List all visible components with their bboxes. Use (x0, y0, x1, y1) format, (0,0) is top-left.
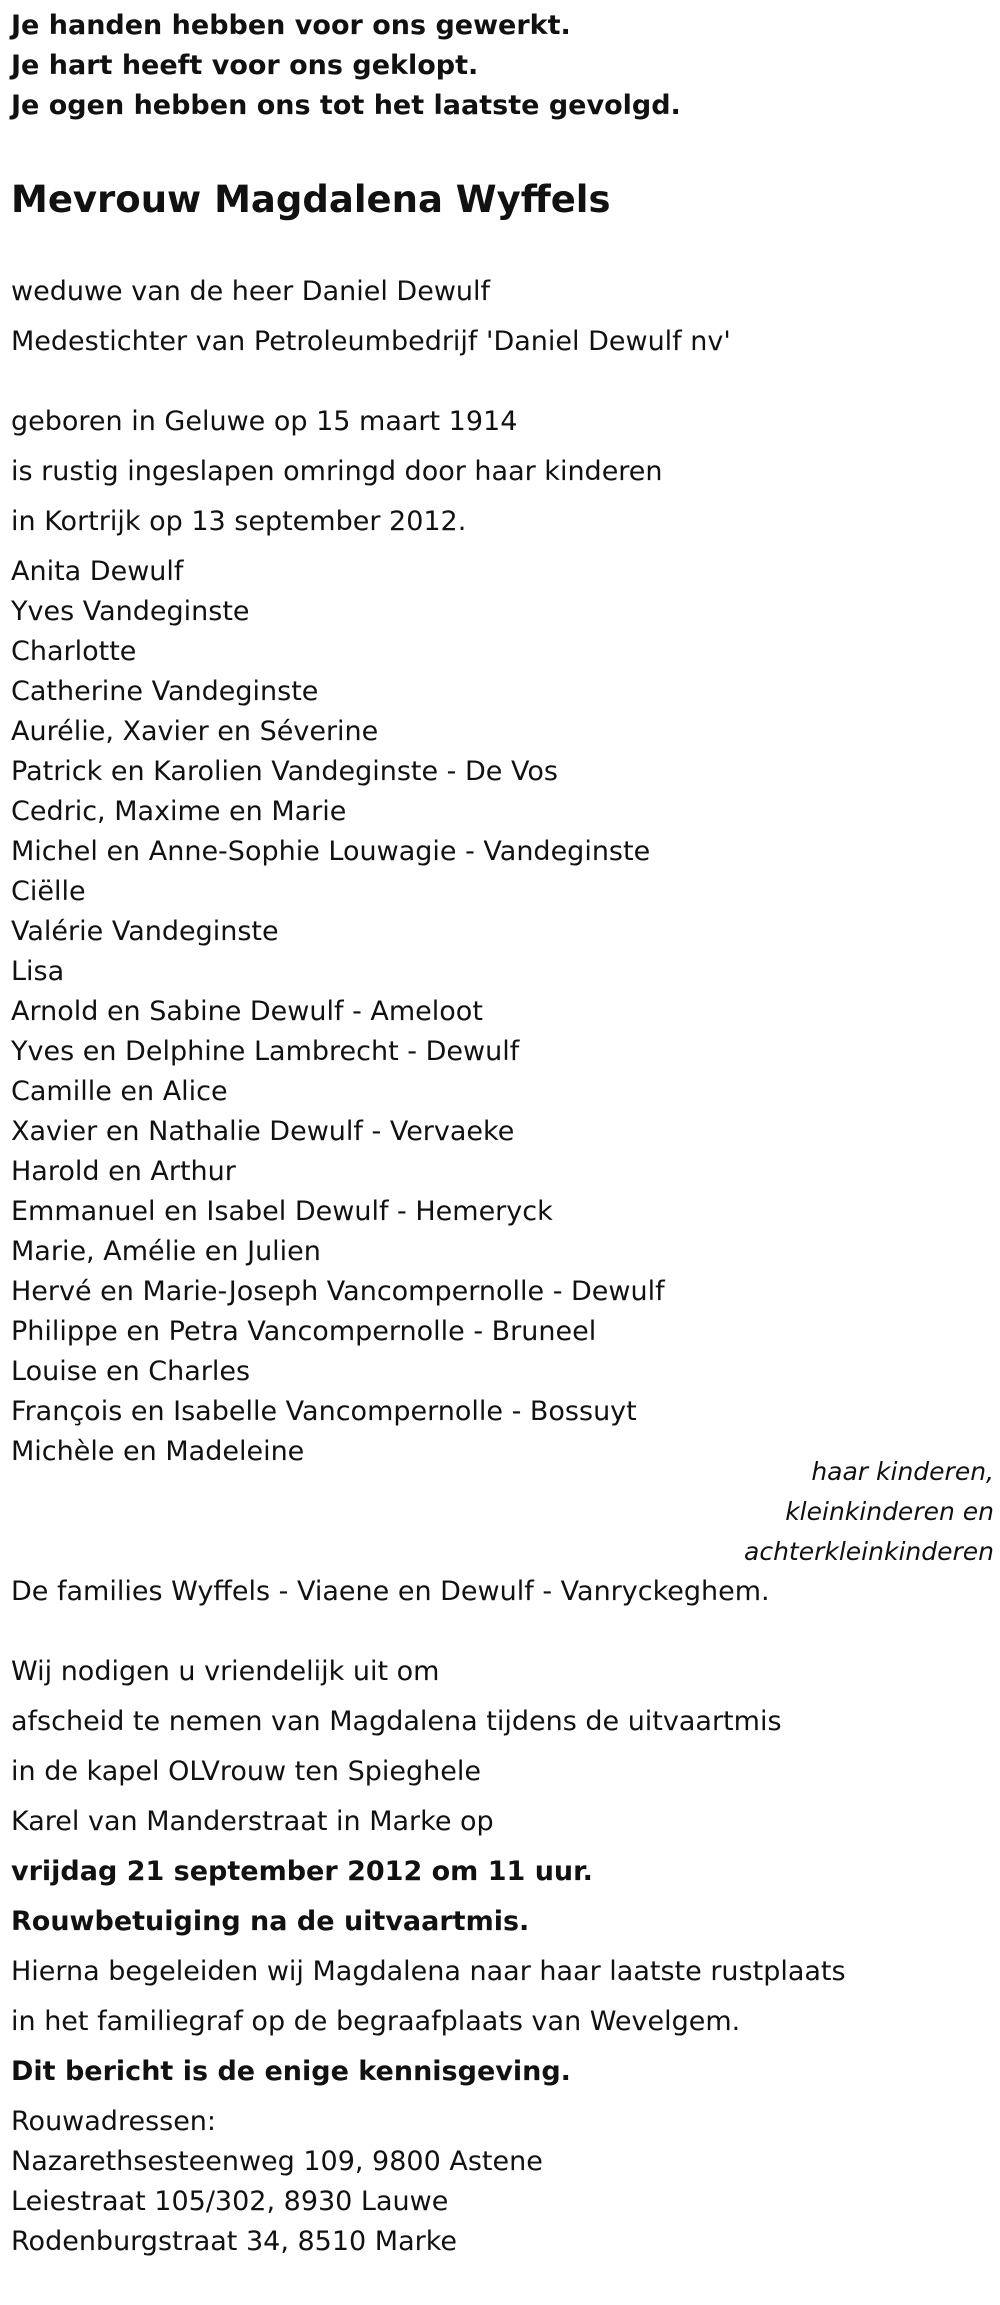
family-member: Arnold en Sabine Dewulf - Ameloot (11, 996, 483, 1027)
family-member: Yves en Delphine Lambrecht - Dewulf (11, 1036, 520, 1067)
burial-line: in het familiegraf op de begraafplaats van Wevelgem. (11, 2006, 741, 2037)
family-member: Camille en Alice (11, 1076, 228, 1107)
poem-line: Je handen hebben voor ons gewerkt. (11, 10, 571, 41)
address-line: Rodenburgstraat 34, 8510 Marke (11, 2226, 458, 2257)
death-place-line: in Kortrijk op 13 september 2012. (11, 506, 467, 537)
death-line: is rustig ingeslapen omringd door haar kinderen (11, 456, 663, 487)
family-member: Cedric, Maxime en Marie (11, 796, 347, 827)
family-member: Louise en Charles (11, 1356, 251, 1387)
invitation-line: afscheid te nemen van Magdalena tijdens de uitvaartmis (11, 1706, 782, 1737)
invitation-line: Karel van Manderstraat in Marke op (11, 1806, 494, 1837)
family-member: Philippe en Petra Vancompernolle - Bruneel (11, 1316, 597, 1347)
family-member: Ciëlle (11, 876, 86, 907)
family-member: Michèle en Madeleine (11, 1436, 305, 1467)
address-line: Nazarethsesteenweg 109, 9800 Astene (11, 2146, 543, 2177)
family-member: Harold en Arthur (11, 1156, 236, 1187)
family-member: Emmanuel en Isabel Dewulf - Hemeryck (11, 1196, 553, 1227)
families-block (11, 1572, 770, 1612)
notice-line: Dit bericht is de enige kennisgeving. (11, 2056, 571, 2087)
family-member: Hervé en Marie-Joseph Vancompernolle - Dewulf (11, 1276, 665, 1307)
family-member: Aurélie, Xavier en Séverine (11, 716, 379, 747)
family-member: Lisa (11, 956, 65, 987)
poem-line: Je ogen hebben ons tot het laatste gevolgd. (11, 90, 681, 121)
poem (11, 6, 681, 126)
intro-line: weduwe van de heer Daniel Dewulf (11, 276, 491, 307)
family-member: Michel en Anne-Sophie Louwagie - Vandeginste (11, 836, 651, 867)
burial-line: Hierna begeleiden wij Magdalena naar haar laatste rustplaats (11, 1956, 846, 1987)
family-member: Charlotte (11, 636, 137, 667)
intro-line: Medestichter van Petroleumbedrijf 'Daniel Dewulf nv' (11, 326, 731, 357)
signoff-line: kleinkinderen en (785, 1497, 994, 1526)
family-member: Xavier en Nathalie Dewulf - Vervaeke (11, 1116, 515, 1147)
birth-line: geboren in Geluwe op 15 maart 1914 (11, 406, 518, 437)
signoff-line: haar kinderen, (811, 1457, 994, 1486)
signoff (744, 1452, 994, 1572)
addresses (11, 2102, 543, 2262)
family-list (11, 552, 665, 1472)
signoff-line: achterkleinkinderen (744, 1537, 994, 1566)
service-date: vrijdag 21 september 2012 om 11 uur. (11, 1856, 593, 1887)
addresses-label: Rouwadressen: (11, 2106, 217, 2137)
families-line: De families Wyffels - Viaene en Dewulf - Vanryckeghem. (11, 1576, 770, 1607)
invitation-line: Wij nodigen u vriendelijk uit om (11, 1656, 440, 1687)
poem-line: Je hart heeft voor ons geklopt. (11, 50, 479, 81)
address-line: Leiestraat 105/302, 8930 Lauwe (11, 2186, 449, 2217)
family-member: François en Isabelle Vancompernolle - Bossuyt (11, 1396, 637, 1427)
condolence-note: Rouwbetuiging na de uitvaartmis. (11, 1906, 530, 1937)
birth-death-info (11, 402, 663, 542)
intro (11, 272, 731, 362)
deceased-name: Mevrouw Magdalena Wyffels (11, 178, 611, 221)
invitation-line: in de kapel OLVrouw ten Spieghele (11, 1756, 481, 1787)
family-member: Patrick en Karolien Vandeginste - De Vos (11, 756, 558, 787)
invitation (11, 1652, 846, 2092)
family-member: Anita Dewulf (11, 556, 184, 587)
family-member: Catherine Vandeginste (11, 676, 319, 707)
family-member: Valérie Vandeginste (11, 916, 279, 947)
family-member: Marie, Amélie en Julien (11, 1236, 321, 1267)
family-member: Yves Vandeginste (11, 596, 250, 627)
